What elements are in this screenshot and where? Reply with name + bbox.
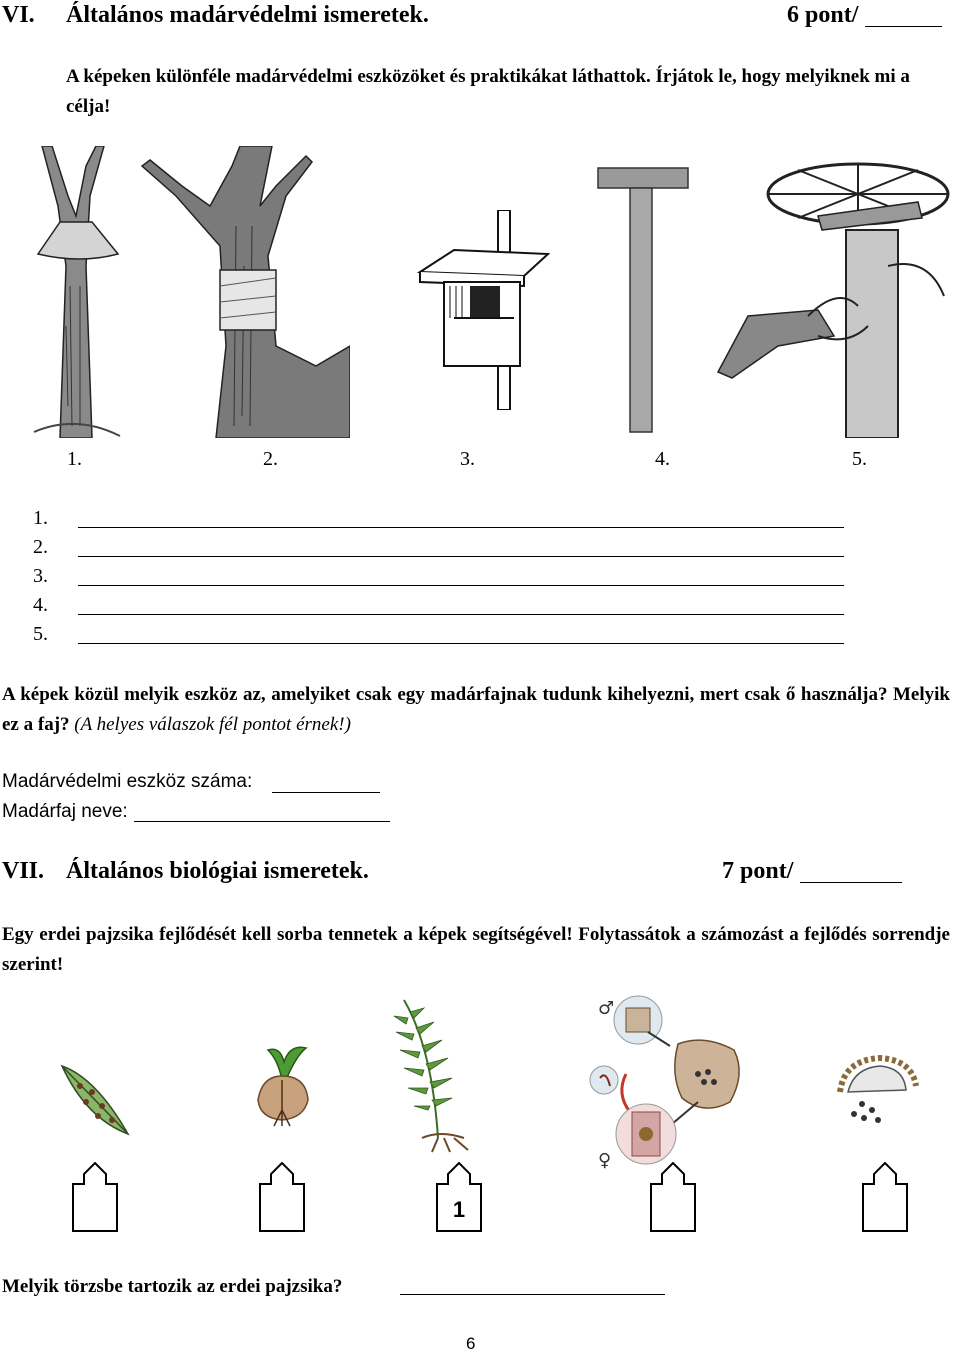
species-label: Madárfaj neve: bbox=[2, 801, 128, 822]
answer-label-4: 4. bbox=[33, 594, 48, 616]
section-6-score-line[interactable] bbox=[865, 26, 942, 27]
order-box-4[interactable] bbox=[650, 1162, 696, 1232]
answer-label-3: 3. bbox=[33, 565, 48, 587]
tree-collar-image bbox=[20, 146, 132, 438]
answer-line-1[interactable] bbox=[78, 527, 844, 528]
young-sporophyte-image bbox=[252, 1040, 314, 1128]
species-name-field[interactable] bbox=[134, 821, 390, 822]
t-perch-image bbox=[596, 166, 690, 434]
section-7-score-line[interactable] bbox=[800, 882, 902, 883]
answer-label-2: 2. bbox=[33, 536, 48, 558]
final-question: Melyik törzsbe tartozik az erdei pajzsika? bbox=[2, 1276, 343, 1297]
nest-box-image bbox=[414, 210, 550, 410]
answer-line-4[interactable] bbox=[78, 614, 844, 615]
image-label-3: 3. bbox=[460, 448, 475, 470]
image-label-2: 2. bbox=[263, 448, 278, 470]
order-box-5[interactable] bbox=[862, 1162, 908, 1232]
section-7-title: Általános biológiai ismeretek. bbox=[66, 858, 369, 884]
page-number: 6 bbox=[466, 1334, 476, 1353]
image-label-5: 5. bbox=[852, 448, 867, 470]
order-box-3-value: 1 bbox=[452, 1197, 466, 1222]
female-symbol: ♀ bbox=[598, 1150, 612, 1171]
question-note: (A helyes válaszok fél pontot érnek!) bbox=[74, 714, 351, 735]
question-text: A képek közül melyik eszköz az, amelyiket csak egy madárfajnak tudunk kihelyezni, mert csak ő használja? Melyik ez a faj? bbox=[2, 684, 950, 735]
order-box-2[interactable] bbox=[259, 1162, 305, 1232]
fern-leaf-spores-image bbox=[56, 1058, 136, 1140]
pole-guard-image bbox=[708, 146, 956, 438]
answer-line-3[interactable] bbox=[78, 585, 844, 586]
tree-wrap-image bbox=[136, 146, 350, 438]
answer-label-1: 1. bbox=[33, 507, 48, 529]
section-6-question bbox=[2, 680, 950, 740]
order-box-1[interactable] bbox=[72, 1162, 118, 1232]
fertilization-diagram-image bbox=[586, 994, 754, 1172]
answer-label-5: 5. bbox=[33, 623, 48, 645]
phylum-answer-field[interactable] bbox=[400, 1294, 665, 1295]
image-label-4: 4. bbox=[655, 448, 670, 470]
order-box-3[interactable] bbox=[436, 1162, 482, 1232]
device-label: Madárvédelmi eszköz száma: bbox=[2, 771, 253, 792]
section-6-number: VI. bbox=[2, 2, 35, 28]
answer-line-5[interactable] bbox=[78, 643, 844, 644]
section-7-number: VII. bbox=[2, 858, 45, 884]
section-7-points: 7 pont/ bbox=[722, 858, 794, 884]
male-symbol: ♂ bbox=[598, 998, 615, 1019]
section-6-title: Általános madárvédelmi ismeretek. bbox=[66, 2, 429, 28]
section-7-instruction: Egy erdei pajzsika fejlődését kell sorba tennetek a képek segítségével! Folytassátok a számozást a fejlődés sorrendje szerint! bbox=[2, 924, 950, 975]
sporangium-image bbox=[834, 1052, 920, 1126]
adult-fern-image bbox=[392, 998, 494, 1154]
section-6-points: 6 pont/ bbox=[787, 2, 859, 28]
section-6-instruction: A képeken különféle madárvédelmi eszközöket és praktikákat láthattok. Írjátok le, hogy melyiknek mi a célja! bbox=[66, 66, 910, 117]
device-number-field[interactable] bbox=[272, 792, 380, 793]
image-label-1: 1. bbox=[67, 448, 82, 470]
answer-line-2[interactable] bbox=[78, 556, 844, 557]
